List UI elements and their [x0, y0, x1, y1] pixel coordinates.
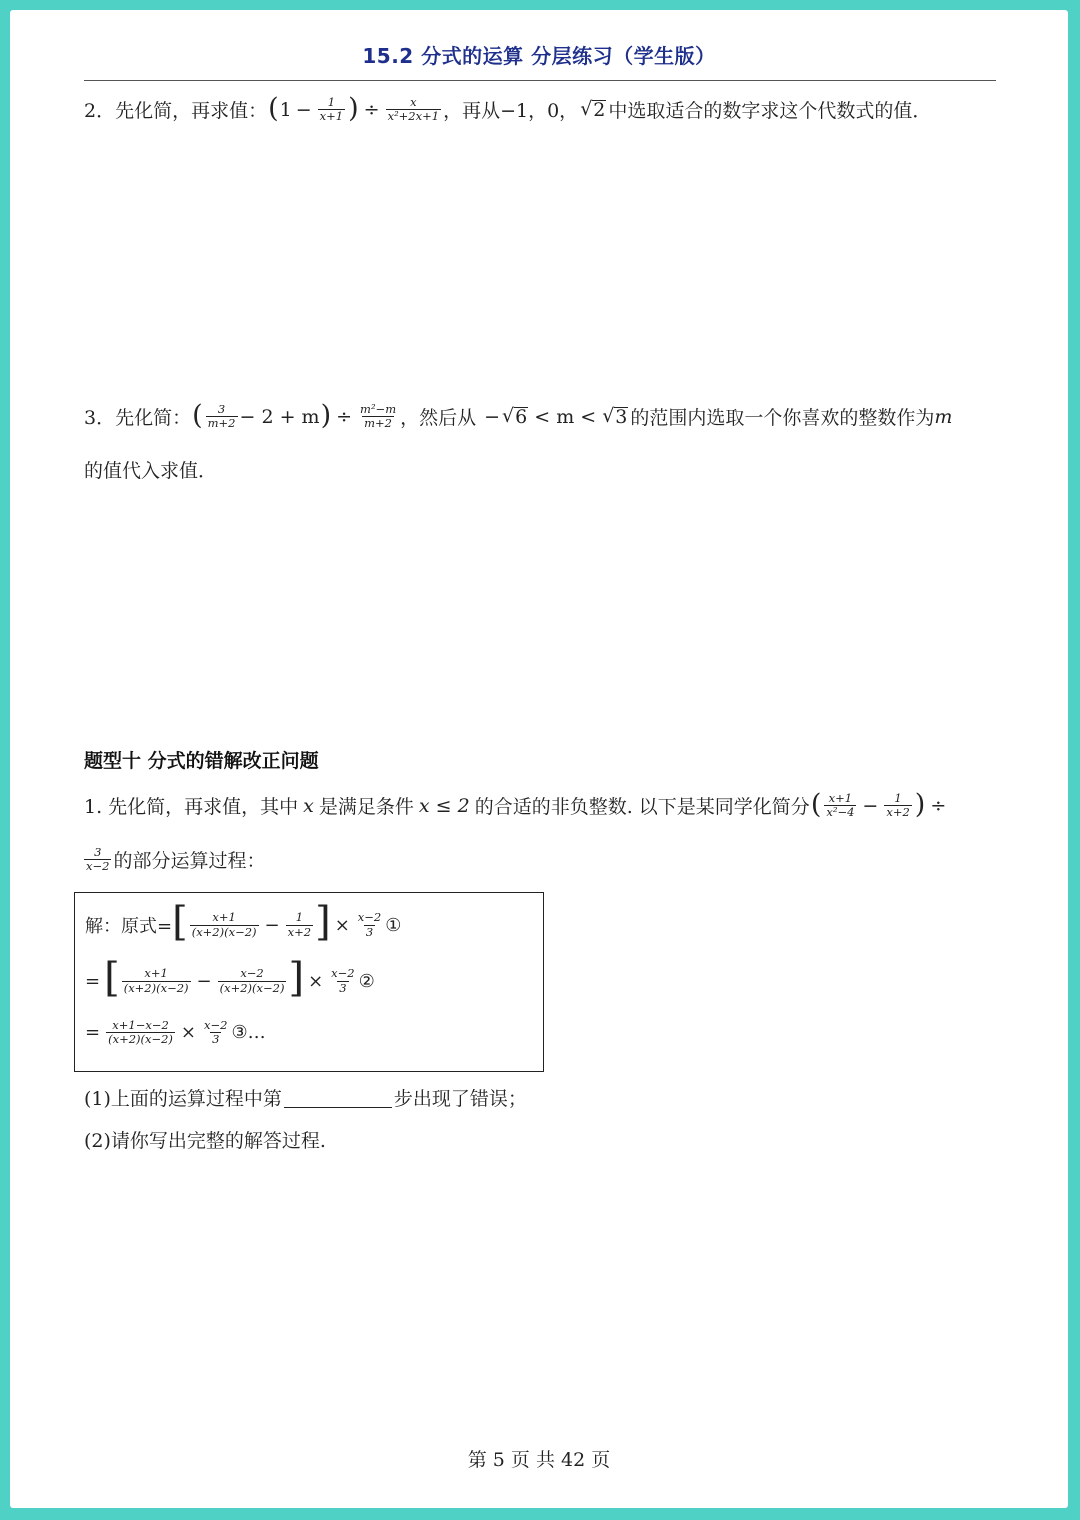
s2-f2-numerator: x−2	[240, 966, 264, 981]
p1-minus: −	[862, 794, 879, 817]
q2-f1-denominator: x+1	[319, 109, 344, 124]
s3-multiplier	[202, 1019, 229, 1046]
s2-fraction-1	[122, 967, 191, 994]
q3-f1-denominator: m+2	[207, 416, 236, 431]
s2-times: ×	[308, 970, 324, 992]
bracket-close: ]	[315, 899, 331, 945]
solution-box	[74, 892, 544, 1072]
p1-fraction-3	[84, 846, 111, 873]
header-divider	[84, 80, 996, 81]
p1-variable-x: x	[303, 794, 314, 817]
s3-denominator: (x+2)(x−2)	[108, 1032, 173, 1047]
bracket-open: [	[172, 899, 188, 945]
p1-f3-numerator: 3	[94, 845, 102, 859]
s1-f2-denominator: x+2	[287, 924, 312, 939]
q3-variable: m	[934, 405, 953, 428]
q3-f2-numerator: m²−m	[360, 402, 397, 416]
paren-open: (	[192, 400, 203, 432]
q2-sqrt-arg: 2	[593, 99, 606, 122]
paren-close: )	[348, 93, 359, 125]
question-3-line-2: 的值代入求值．	[84, 460, 218, 482]
question-2	[84, 93, 932, 125]
s3-numerator: x+1−x−2	[112, 1018, 169, 1032]
q3-fraction-1	[206, 403, 238, 430]
paren-open: (	[268, 93, 279, 125]
s1-multiplier	[356, 911, 383, 938]
q3-suffix: 的范围内选取一个你喜欢的整数作为	[630, 407, 935, 430]
s2-mult-denominator: 3	[339, 980, 347, 995]
p1-text-b: 是满足条件	[318, 796, 414, 819]
s3-equals: =	[85, 1022, 101, 1044]
q3-f1-numerator: 3	[217, 402, 226, 416]
solution-label: 解：原式=	[85, 916, 173, 937]
s2-f1-denominator: (x+2)(x−2)	[123, 980, 189, 995]
q2-f1-numerator: 1	[327, 95, 336, 109]
q3-f2-denominator: m+2	[364, 416, 392, 431]
s1-f1-numerator: x+1	[212, 910, 236, 925]
worksheet-page	[10, 10, 1068, 1508]
sub1-after: 步出现了错误；	[393, 1088, 527, 1110]
bracket-open: [	[104, 955, 120, 1001]
s1-f1-denominator: (x+2)(x−2)	[191, 924, 257, 939]
s2-f1-numerator: x+1	[144, 966, 168, 981]
q3-mid-expression: − 2 + m	[239, 405, 320, 428]
q2-fraction-1	[318, 96, 345, 123]
paren-open: (	[810, 789, 822, 821]
s1-minus: −	[264, 914, 280, 936]
s1-mult-denominator: 3	[365, 924, 374, 939]
p1-f1-denominator: x²−4	[826, 805, 855, 820]
q3-middle-text: ，然后从	[400, 407, 477, 430]
sub-question-2: (2)请你写出完整的解答过程.	[84, 1130, 326, 1152]
s1-fraction-1	[190, 911, 259, 938]
q3-sqrt-6	[502, 405, 528, 428]
s1-times: ×	[334, 914, 350, 936]
step-marker-2: ②	[358, 970, 375, 992]
p1-divide: ÷	[930, 794, 947, 817]
solution-step-3	[85, 1019, 266, 1046]
p1-text-c: 的合适的非负整数. 以下是某同学化简分	[474, 796, 810, 819]
radical-sign: √	[502, 405, 515, 428]
q2-f2-numerator: x	[410, 95, 417, 109]
step-marker-1: ①	[385, 914, 402, 936]
bracket-close: ]	[288, 955, 305, 1001]
page-header-title: 15.2 分式的运算 分层练习（学生版）	[362, 44, 716, 68]
s1-mult-numerator: x−2	[357, 910, 382, 925]
s2-f2-denominator: (x+2)(x−2)	[219, 980, 285, 995]
q2-prefix: 2．先化简，再求值：	[84, 100, 268, 123]
q2-f2-denominator: x²+2x+1	[387, 109, 440, 124]
q3-divide: ÷	[336, 405, 353, 428]
p1-f1-numerator: x+1	[828, 791, 853, 805]
q2-one: 1	[279, 98, 292, 121]
q3-negative-sign: −	[484, 405, 501, 428]
s3-mult-numerator: x−2	[204, 1018, 228, 1032]
section-title: 题型十 分式的错解改正问题	[84, 750, 319, 772]
page-footer: 第 5 页 共 42 页	[467, 1449, 611, 1471]
p1-line2-text: 的部分运算过程：	[113, 850, 266, 873]
paren-close: )	[320, 400, 332, 432]
p1-condition: x ≤ 2	[418, 794, 470, 817]
q2-divide: ÷	[363, 98, 380, 121]
p1-fraction-1	[824, 792, 856, 819]
radical-sign: √	[580, 98, 593, 121]
p1-fraction-2	[884, 792, 911, 819]
p1-text-a: 1. 先化简，再求值，其中	[84, 796, 299, 819]
q2-middle-text: ，再从−1，0，	[443, 100, 579, 123]
s2-multiplier	[329, 967, 356, 994]
solution-step-1	[85, 899, 402, 945]
q3-fraction-2	[358, 403, 398, 430]
s1-fraction-2	[286, 911, 313, 938]
q3-inequality: < m <	[534, 405, 597, 428]
problem-1-line-2	[84, 846, 265, 873]
s2-mult-numerator: x−2	[331, 966, 355, 981]
s1-f2-numerator: 1	[295, 910, 304, 925]
q3-sqrt2-arg: 3	[615, 406, 628, 429]
q2-fraction-2	[386, 96, 442, 123]
p1-f3-denominator: x−2	[86, 859, 110, 874]
step-marker-3: ③…	[231, 1022, 266, 1044]
q3-sqrt-3	[602, 405, 628, 428]
sub-question-1	[84, 1084, 527, 1111]
p1-f2-numerator: 1	[894, 791, 902, 805]
q2-minus: −	[295, 98, 312, 121]
s3-mult-denominator: 3	[212, 1032, 220, 1047]
s2-fraction-2	[218, 967, 287, 994]
q2-sqrt	[580, 98, 606, 121]
paren-close: )	[914, 789, 926, 821]
q2-suffix: 中选取适合的数字求这个代数式的值．	[608, 100, 932, 123]
s3-times: ×	[180, 1022, 197, 1044]
p1-f2-denominator: x+2	[886, 805, 910, 820]
s2-equals: =	[85, 970, 101, 992]
sub1-before: (1)上面的运算过程中第	[84, 1088, 282, 1110]
question-3	[84, 400, 953, 432]
solution-step-2	[85, 955, 375, 1001]
radical-sign: √	[602, 405, 615, 428]
q3-sqrt1-arg: 6	[515, 406, 528, 429]
problem-1	[84, 789, 950, 821]
s3-fraction	[106, 1019, 175, 1046]
q3-prefix: 3．先化简：	[84, 407, 192, 430]
answer-blank[interactable]	[284, 1087, 392, 1108]
s2-minus: −	[196, 970, 212, 992]
